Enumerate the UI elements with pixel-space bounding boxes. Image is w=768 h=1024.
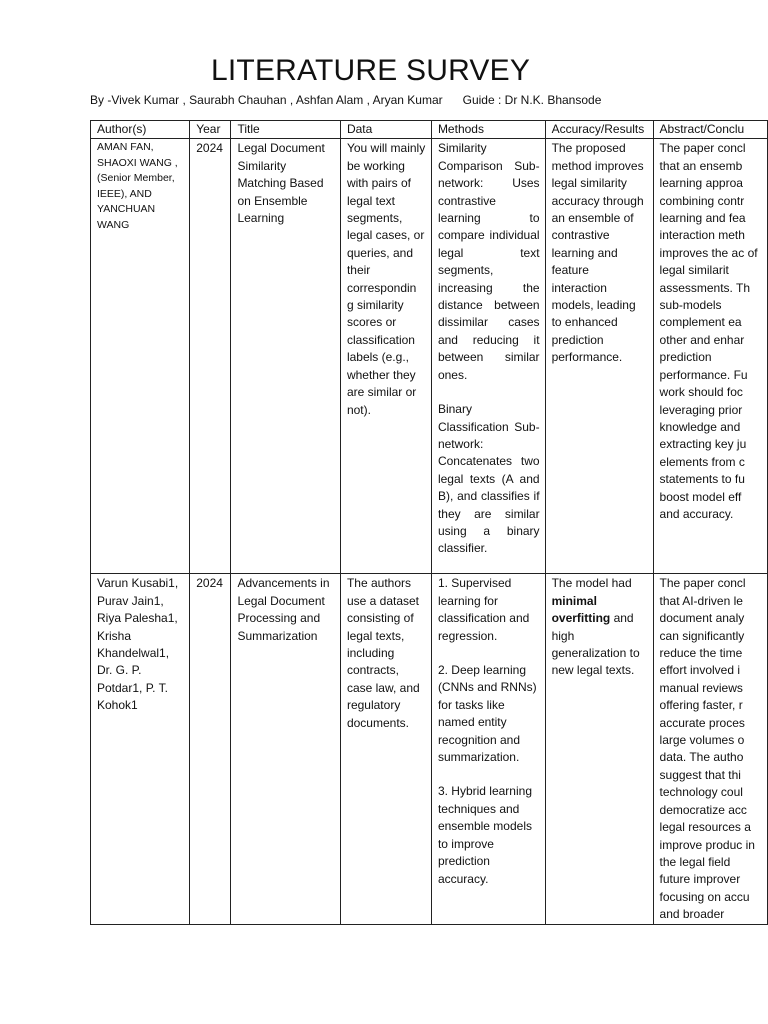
authors-cell: [91, 139, 190, 574]
column-header-methods: Methods: [431, 121, 545, 139]
method-paragraph: 2. Deep learning (CNNs and RNNs) for tasks like named entity recognition and summarization.: [437, 663, 537, 765]
column-header-year: Year: [190, 121, 231, 139]
results-text: and high generalization to new legal texts.: [551, 611, 640, 678]
year-cell: 2024: [190, 574, 231, 925]
results-cell: The proposed method improves legal similarity accuracy through an ensemble of contrastive learning and feature interaction models, leading to enhanced prediction performance.: [545, 139, 653, 574]
table-row: [91, 139, 768, 574]
results-emphasis: minimal overfitting: [551, 593, 611, 626]
abstract-cell: The paper concl that AI-driven le document analy can significantly reduce the time effort involved i manual reviews offering faster, r accurate proces large volumes o data. The autho suggest that thi technology coul democratize acc legal resources a improve produc in the legal field future improver focusing on accu and broader: [653, 574, 767, 925]
author-byline: By -Vivek Kumar , Saurabh Chauhan , Ashfan Alam , Aryan Kumar Guide : Dr N.K. Bhansode: [90, 93, 602, 107]
methods-cell: [431, 574, 545, 925]
method-paragraph: 1. Supervised learning for classification and regression.: [437, 576, 530, 643]
title-cell: Advancements in Legal Document Processing and Summarization: [231, 574, 341, 925]
column-header-results: Accuracy/Results: [545, 121, 653, 139]
table-header-row: [91, 121, 768, 139]
method-paragraph: Similarity Comparison Sub-network: Uses contrastive learning to compare individual legal text segments, increasing the distance between dissimilar cases and reducing it between similar ones.: [437, 141, 540, 382]
data-cell: You will mainly be working with pairs of legal text segments, legal cases, or queries, and their correspondin g similarity scores or classification labels (e.g., whether they are similar or not).: [340, 139, 431, 574]
column-header-authors: Author(s): [91, 121, 190, 139]
column-header-abstract: Abstract/Conclu: [653, 121, 767, 139]
abstract-cell: The paper concl that an ensemb learning approa combining contr learning and fea interaction meth improves the ac of legal similarit assessments. Th sub-models complement ea other and enhar prediction performance. Fu work should foc leveraging prior knowledge and extracting key ju elements from c statements to fu boost model eff and accuracy.: [653, 139, 767, 574]
table-row: [91, 574, 768, 925]
year-cell: 2024: [190, 139, 231, 574]
title-cell: Legal Document Similarity Matching Based on Ensemble Learning: [231, 139, 341, 574]
column-header-title: Title: [231, 121, 341, 139]
data-cell: The authors use a dataset consisting of legal texts, including contracts, case law, and regulatory documents.: [340, 574, 431, 925]
method-paragraph: 3. Hybrid learning techniques and ensemble models to improve prediction accuracy.: [437, 784, 532, 886]
document-title: LITERATURE SURVEY: [211, 54, 531, 87]
column-header-data: Data: [340, 121, 431, 139]
results-text: The model had: [551, 576, 632, 591]
authors-cell: Varun Kusabi1, Purav Jain1, Riya Palesha1, Krisha Khandelwal1, Dr. G. P. Potdar1, P. T. Kohok1: [91, 574, 190, 925]
results-cell: [545, 574, 653, 925]
method-paragraph: Binary Classification Sub-network: Concatenates two legal texts (A and B), and classifies if they are similar using a binary classifier.: [437, 402, 540, 556]
methods-cell: [431, 139, 545, 574]
literature-survey-table: [90, 120, 768, 925]
authors-text: AMAN FAN, SHAOXI WANG , (Senior Member, IEEE), AND YANCHUAN WANG: [97, 141, 178, 231]
